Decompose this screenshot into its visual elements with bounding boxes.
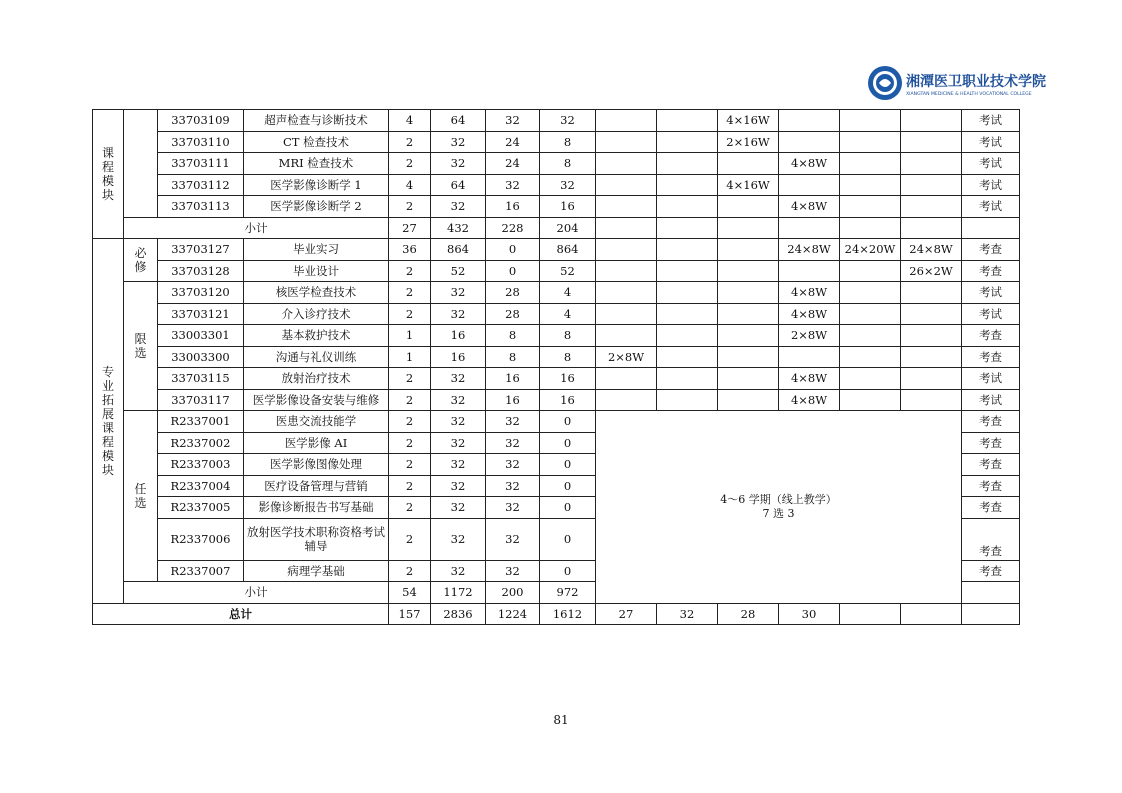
semester-s2	[657, 303, 718, 325]
table-row	[93, 282, 1020, 304]
semester-s2	[657, 282, 718, 304]
course-code: 33703127	[158, 239, 244, 261]
semester-s6	[901, 110, 962, 132]
total-hours: 32	[431, 475, 486, 497]
total-hours: 16	[431, 346, 486, 368]
subtotal-total: 1172	[431, 582, 486, 604]
subgroup-required: 必 修	[124, 239, 158, 282]
exam-type: 考查	[962, 260, 1020, 282]
practice-hours: 0	[540, 518, 596, 560]
grand-total-s2: 32	[657, 603, 718, 625]
course-name: 医学影像图像处理	[244, 454, 389, 476]
empty-cell	[718, 217, 779, 239]
credits: 1	[389, 346, 431, 368]
semester-s6	[901, 282, 962, 304]
semester-s2	[657, 325, 718, 347]
course-code: 33003300	[158, 346, 244, 368]
semester-s4: 4×8W	[779, 303, 840, 325]
course-code: 33703113	[158, 196, 244, 218]
semester-s3: 4×16W	[718, 174, 779, 196]
subgroup-optional-elective: 任 选	[124, 411, 158, 582]
semester-s6	[901, 131, 962, 153]
semester-s3	[718, 325, 779, 347]
semester-s1	[596, 303, 657, 325]
course-code: R2337001	[158, 411, 244, 433]
course-code: 33703121	[158, 303, 244, 325]
exam-type: 考查	[962, 560, 1020, 582]
course-name: 医学影像诊断学 2	[244, 196, 389, 218]
semester-s4: 4×8W	[779, 196, 840, 218]
semester-s5	[840, 389, 901, 411]
exam-type: 考试	[962, 196, 1020, 218]
table-row	[93, 603, 1020, 625]
semester-s5	[840, 260, 901, 282]
semester-s4: 24×8W	[779, 239, 840, 261]
total-hours: 864	[431, 239, 486, 261]
subtotal-practice: 204	[540, 217, 596, 239]
exam-type: 考查	[962, 518, 1020, 560]
table-row	[93, 325, 1020, 347]
logo-title: 湘潭医卫职业技术学院	[906, 74, 1046, 90]
credits: 4	[389, 110, 431, 132]
practice-hours: 4	[540, 303, 596, 325]
theory-hours: 32	[486, 432, 540, 454]
course-plan-table	[92, 109, 1020, 625]
semester-s5	[840, 346, 901, 368]
course-code: R2337003	[158, 454, 244, 476]
semester-s6	[901, 196, 962, 218]
semester-s5	[840, 153, 901, 175]
theory-hours: 32	[486, 174, 540, 196]
table-row	[93, 260, 1020, 282]
table-row	[93, 239, 1020, 261]
semester-s5	[840, 325, 901, 347]
total-hours: 64	[431, 174, 486, 196]
theory-hours: 0	[486, 239, 540, 261]
table-row	[93, 303, 1020, 325]
table-row	[93, 346, 1020, 368]
theory-hours: 16	[486, 196, 540, 218]
exam-type: 考试	[962, 282, 1020, 304]
empty-cell	[962, 217, 1020, 239]
exam-type: 考试	[962, 368, 1020, 390]
course-name: 医学影像设备安装与维修	[244, 389, 389, 411]
exam-type: 考查	[962, 432, 1020, 454]
semester-s4	[779, 174, 840, 196]
credits: 2	[389, 389, 431, 411]
empty-cell	[657, 217, 718, 239]
semester-s4	[779, 131, 840, 153]
semester-s1	[596, 131, 657, 153]
course-code: R2337004	[158, 475, 244, 497]
practice-hours: 8	[540, 131, 596, 153]
course-code: R2337005	[158, 497, 244, 519]
theory-hours: 32	[486, 475, 540, 497]
course-name: 超声检查与诊断技术	[244, 110, 389, 132]
table-row	[93, 131, 1020, 153]
course-name: 沟通与礼仪训练	[244, 346, 389, 368]
practice-hours: 0	[540, 454, 596, 476]
theory-hours: 0	[486, 260, 540, 282]
exam-type: 考查	[962, 239, 1020, 261]
theory-hours: 32	[486, 411, 540, 433]
semester-s3	[718, 282, 779, 304]
total-hours: 32	[431, 497, 486, 519]
college-logo	[866, 64, 1046, 104]
semester-s1	[596, 153, 657, 175]
table-row	[93, 196, 1020, 218]
semester-s3	[718, 303, 779, 325]
total-hours: 32	[431, 518, 486, 560]
course-name: 放射医学技术职称资格考试辅导	[244, 518, 389, 560]
credits: 2	[389, 432, 431, 454]
semester-s5	[840, 303, 901, 325]
empty-cell	[779, 217, 840, 239]
group-label-course-module: 课 程 模 块	[93, 110, 124, 239]
exam-type: 考查	[962, 325, 1020, 347]
practice-hours: 32	[540, 110, 596, 132]
theory-hours: 32	[486, 518, 540, 560]
theory-hours: 8	[486, 346, 540, 368]
table-row	[93, 217, 1020, 239]
grand-total-s4: 30	[779, 603, 840, 625]
semester-s3	[718, 196, 779, 218]
grand-total-practice: 1612	[540, 603, 596, 625]
semester-s1	[596, 282, 657, 304]
semester-s3	[718, 260, 779, 282]
theory-hours: 28	[486, 303, 540, 325]
subgroup-limited-elective: 限 选	[124, 282, 158, 411]
course-name: 医学影像诊断学 1	[244, 174, 389, 196]
semester-s3	[718, 239, 779, 261]
credits: 2	[389, 303, 431, 325]
course-code: R2337002	[158, 432, 244, 454]
credits: 2	[389, 260, 431, 282]
grand-total-s1: 27	[596, 603, 657, 625]
semester-s1	[596, 196, 657, 218]
grand-total-s5	[840, 603, 901, 625]
total-hours: 32	[431, 454, 486, 476]
course-code: 33703120	[158, 282, 244, 304]
exam-type: 考查	[962, 454, 1020, 476]
semester-s2	[657, 389, 718, 411]
page-number: 81	[553, 713, 569, 727]
semester-s6	[901, 346, 962, 368]
credits: 2	[389, 131, 431, 153]
theory-hours: 16	[486, 368, 540, 390]
semester-s5	[840, 368, 901, 390]
theory-hours: 16	[486, 389, 540, 411]
theory-hours: 24	[486, 153, 540, 175]
semester-s3: 2×16W	[718, 131, 779, 153]
grand-total-label: 总计	[93, 603, 389, 625]
course-code: 33703117	[158, 389, 244, 411]
grand-total-credits: 157	[389, 603, 431, 625]
subtotal-total: 432	[431, 217, 486, 239]
credits: 2	[389, 454, 431, 476]
semester-s4: 4×8W	[779, 153, 840, 175]
semester-s1	[596, 110, 657, 132]
course-name: 介入诊疗技术	[244, 303, 389, 325]
theory-hours: 32	[486, 497, 540, 519]
exam-type: 考试	[962, 131, 1020, 153]
course-name: 放射治疗技术	[244, 368, 389, 390]
semester-s2	[657, 153, 718, 175]
subtotal-credits: 27	[389, 217, 431, 239]
credits: 4	[389, 174, 431, 196]
exam-type: 考试	[962, 110, 1020, 132]
theory-hours: 32	[486, 560, 540, 582]
practice-hours: 32	[540, 174, 596, 196]
practice-hours: 8	[540, 325, 596, 347]
semester-s5: 24×20W	[840, 239, 901, 261]
total-hours: 32	[431, 368, 486, 390]
exam-type: 考查	[962, 411, 1020, 433]
semester-s4: 2×8W	[779, 325, 840, 347]
empty-cell	[596, 217, 657, 239]
total-hours: 32	[431, 560, 486, 582]
course-code: 33703110	[158, 131, 244, 153]
course-code: 33703111	[158, 153, 244, 175]
semester-s1	[596, 325, 657, 347]
subtotal-theory: 200	[486, 582, 540, 604]
course-name: 毕业设计	[244, 260, 389, 282]
credits: 36	[389, 239, 431, 261]
semester-s1	[596, 239, 657, 261]
practice-hours: 16	[540, 196, 596, 218]
practice-hours: 0	[540, 475, 596, 497]
semester-s6	[901, 389, 962, 411]
exam-type: 考查	[962, 346, 1020, 368]
theory-hours: 32	[486, 110, 540, 132]
course-name: 核医学检查技术	[244, 282, 389, 304]
total-hours: 32	[431, 411, 486, 433]
semester-s6	[901, 303, 962, 325]
practice-hours: 0	[540, 411, 596, 433]
table-row	[93, 389, 1020, 411]
practice-hours: 864	[540, 239, 596, 261]
exam-type: 考查	[962, 475, 1020, 497]
semester-s2	[657, 260, 718, 282]
subtotal-theory: 228	[486, 217, 540, 239]
course-name: 基本救护技术	[244, 325, 389, 347]
course-code: 33703128	[158, 260, 244, 282]
credits: 2	[389, 196, 431, 218]
grand-total-total: 2836	[431, 603, 486, 625]
semester-s3	[718, 153, 779, 175]
semester-s4: 4×8W	[779, 368, 840, 390]
optional-elective-note: 4～6 学期（线上教学） 7 选 3	[596, 411, 962, 604]
practice-hours: 8	[540, 153, 596, 175]
grand-total-exam	[962, 603, 1020, 625]
table-row	[93, 411, 1020, 433]
semester-s1	[596, 368, 657, 390]
practice-hours: 0	[540, 432, 596, 454]
exam-type: 考查	[962, 497, 1020, 519]
subtotal-credits: 54	[389, 582, 431, 604]
semester-s2	[657, 196, 718, 218]
credits: 2	[389, 411, 431, 433]
group-label-professional-expansion: 专 业 拓 展 课 程 模 块	[93, 239, 124, 604]
semester-s5	[840, 110, 901, 132]
semester-s2	[657, 346, 718, 368]
course-code: 33703112	[158, 174, 244, 196]
course-name: 病理学基础	[244, 560, 389, 582]
semester-s3	[718, 368, 779, 390]
total-hours: 32	[431, 282, 486, 304]
semester-s1	[596, 174, 657, 196]
course-code: 33003301	[158, 325, 244, 347]
practice-hours: 16	[540, 389, 596, 411]
course-name: 医患交流技能学	[244, 411, 389, 433]
credits: 2	[389, 368, 431, 390]
semester-s4: 4×8W	[779, 389, 840, 411]
semester-s6	[901, 153, 962, 175]
total-hours: 32	[431, 432, 486, 454]
semester-s2	[657, 131, 718, 153]
semester-s6	[901, 368, 962, 390]
theory-hours: 32	[486, 454, 540, 476]
total-hours: 52	[431, 260, 486, 282]
subgroup-empty	[124, 110, 158, 218]
subtotal-label: 小计	[124, 582, 389, 604]
grand-total-s6	[901, 603, 962, 625]
semester-s1	[596, 389, 657, 411]
exam-type: 考试	[962, 389, 1020, 411]
semester-s3	[718, 346, 779, 368]
table-row	[93, 174, 1020, 196]
course-code: 33703109	[158, 110, 244, 132]
semester-s4: 4×8W	[779, 282, 840, 304]
practice-hours: 52	[540, 260, 596, 282]
total-hours: 32	[431, 153, 486, 175]
exam-type: 考试	[962, 303, 1020, 325]
semester-s5	[840, 196, 901, 218]
total-hours: 64	[431, 110, 486, 132]
semester-s6	[901, 325, 962, 347]
course-code: R2337006	[158, 518, 244, 560]
semester-s2	[657, 239, 718, 261]
credits: 1	[389, 325, 431, 347]
course-code: R2337007	[158, 560, 244, 582]
subtotal-label: 小计	[124, 217, 389, 239]
course-name: 毕业实习	[244, 239, 389, 261]
course-name: 医学影像 AI	[244, 432, 389, 454]
theory-hours: 24	[486, 131, 540, 153]
semester-s1	[596, 260, 657, 282]
empty-cell	[901, 217, 962, 239]
semester-s2	[657, 110, 718, 132]
practice-hours: 0	[540, 560, 596, 582]
total-hours: 32	[431, 196, 486, 218]
course-name: 影像诊断报告书写基础	[244, 497, 389, 519]
empty-cell	[962, 582, 1020, 604]
total-hours: 32	[431, 389, 486, 411]
semester-s2	[657, 174, 718, 196]
practice-hours: 16	[540, 368, 596, 390]
course-name: 医疗设备管理与营销	[244, 475, 389, 497]
credits: 2	[389, 153, 431, 175]
theory-hours: 8	[486, 325, 540, 347]
theory-hours: 28	[486, 282, 540, 304]
total-hours: 16	[431, 325, 486, 347]
semester-s4	[779, 260, 840, 282]
semester-s6	[901, 174, 962, 196]
semester-s4	[779, 346, 840, 368]
practice-hours: 8	[540, 346, 596, 368]
practice-hours: 0	[540, 497, 596, 519]
credits: 2	[389, 475, 431, 497]
semester-s6: 26×2W	[901, 260, 962, 282]
semester-s3	[718, 389, 779, 411]
semester-s1: 2×8W	[596, 346, 657, 368]
table-row	[93, 153, 1020, 175]
credits: 2	[389, 518, 431, 560]
semester-s5	[840, 282, 901, 304]
course-name: MRI 检查技术	[244, 153, 389, 175]
table-row	[93, 368, 1020, 390]
semester-s5	[840, 174, 901, 196]
subtotal-practice: 972	[540, 582, 596, 604]
total-hours: 32	[431, 131, 486, 153]
exam-type: 考试	[962, 174, 1020, 196]
semester-s4	[779, 110, 840, 132]
grand-total-s3: 28	[718, 603, 779, 625]
semester-s6: 24×8W	[901, 239, 962, 261]
course-code: 33703115	[158, 368, 244, 390]
practice-hours: 4	[540, 282, 596, 304]
table-row	[93, 110, 1020, 132]
grand-total-theory: 1224	[486, 603, 540, 625]
total-hours: 32	[431, 303, 486, 325]
course-name: CT 检查技术	[244, 131, 389, 153]
credits: 2	[389, 497, 431, 519]
empty-cell	[840, 217, 901, 239]
credits: 2	[389, 560, 431, 582]
semester-s3: 4×16W	[718, 110, 779, 132]
credits: 2	[389, 282, 431, 304]
semester-s5	[840, 131, 901, 153]
exam-type: 考试	[962, 153, 1020, 175]
logo-subtitle: XIANGTAN MEDICINE & HEALTH VOCATIONAL COLLEGE	[906, 92, 1032, 97]
semester-s2	[657, 368, 718, 390]
